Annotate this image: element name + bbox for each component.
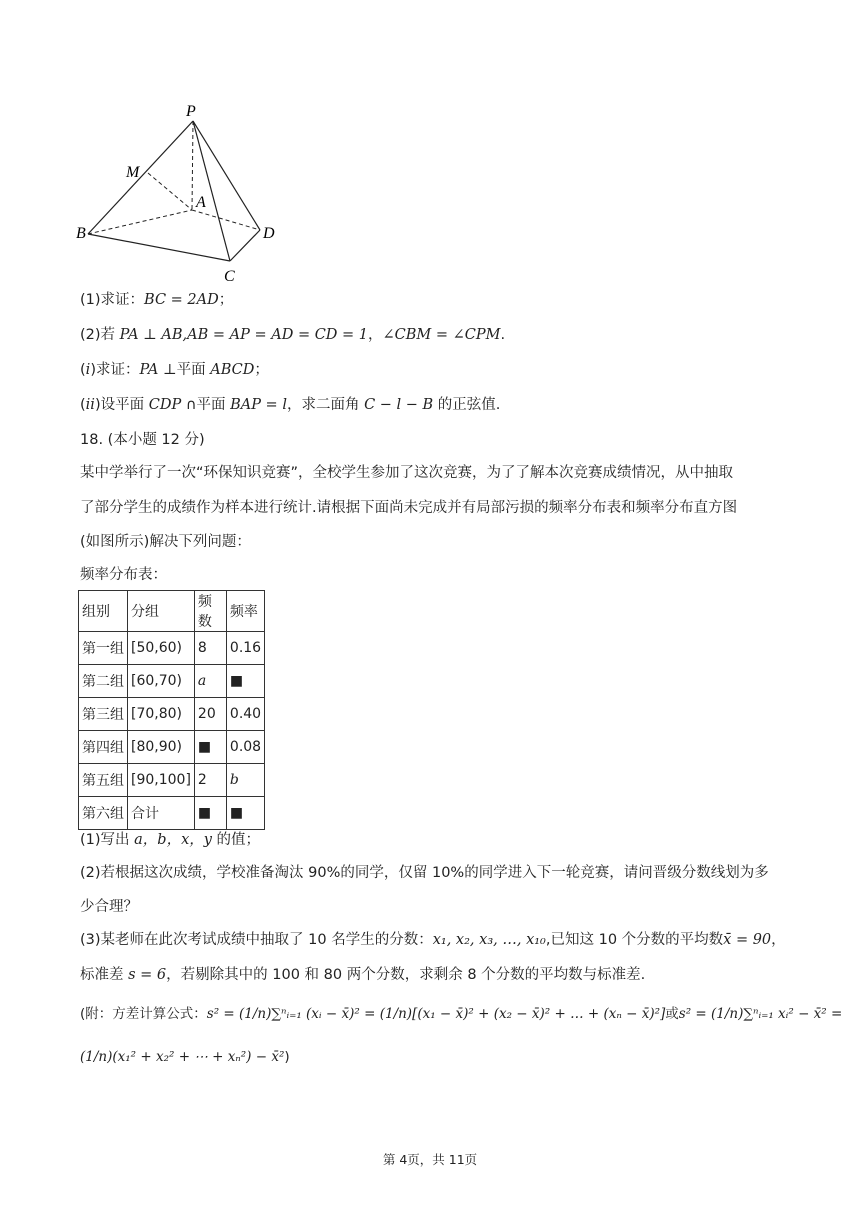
text: ， [771,932,786,948]
text: (1)求证： [80,292,145,308]
math: C − l − B [364,397,434,413]
cell-freq: 0.16 [226,632,264,665]
edge-BA [88,210,192,234]
math: x̄ = 90 [723,932,772,948]
label-D: D [263,225,275,242]
text: ，求二面角 [286,397,365,413]
label-M: M [126,164,140,181]
frequency-table [78,590,265,830]
header-cell: 组别 [79,591,128,632]
text: 平面 [176,362,211,378]
cell-range: [50,60) [128,632,195,665]
math: ∠CBM = ∠CPM [382,327,501,343]
cell-count: ■ [194,731,226,764]
math: BAP = l [230,397,287,413]
cell-freq: ■ [226,665,264,698]
header-cell: 频率 [226,591,264,632]
q17-part2 [80,325,505,345]
cell-count: 2 [194,764,226,797]
text: ( [80,362,86,378]
text: ； [218,292,234,308]
text: 平面 [196,397,231,413]
text: ， [368,327,383,343]
math: ii [85,397,95,413]
q18-part1 [80,830,260,850]
text: (2)若 [80,327,120,343]
cell-range: [90,100] [128,764,195,797]
text: 或 [665,1006,679,1022]
text: ,已知这 10 个分数的平均数 [545,932,724,948]
cell-count: a [194,665,226,698]
text: . [500,327,506,343]
cell-group: 第二组 [79,665,128,698]
text: )求证： [90,362,140,378]
cell-range: [80,90) [128,731,195,764]
header-cell: 频数 [194,591,226,632]
edge-PD [193,121,260,230]
text: ) [284,1049,290,1065]
cell-group: 第四组 [79,731,128,764]
table-header-row [79,591,265,632]
cell-freq: 0.40 [226,698,264,731]
text: (3)某老师在此次考试成绩中抽取了 10 名学生的分数： [80,932,433,948]
text: )设平面 [94,397,149,413]
cell-freq: 0.08 [226,731,264,764]
label-B: B [76,225,86,242]
math: BC = 2AD [144,292,219,308]
q18-intro-1: 某中学举行了一次“环保知识竞赛”，全校学生参加了这次竞赛，为了了解本次竞赛成绩情况，从中抽取 [80,465,734,481]
q18-part3-line1 [80,930,786,950]
table-row [79,797,265,830]
edge-PB [88,121,193,234]
edge-MA [148,173,192,210]
math: i [85,362,91,378]
math: PA ⊥ AB,AB = AP = AD = CD = 1 [119,327,369,343]
text: ( [80,397,86,413]
text: 标准差 [80,967,129,983]
edge-PA [192,121,193,210]
label-C: C [224,268,235,285]
q18-header: 18. (本小题 12 分) [80,432,205,448]
q17-part2i [80,360,269,380]
q18-part3-line2 [80,965,645,985]
edge-PC [193,121,230,261]
cell-freq: b [226,764,264,797]
cell-group: 第五组 [79,764,128,797]
cell-group: 第三组 [79,698,128,731]
text: ； [254,362,269,378]
table-row [79,731,265,764]
table-row [79,764,265,797]
table-row [79,632,265,665]
math: PA ⊥ [139,362,177,378]
cell-range: [70,80) [128,698,195,731]
math: x₁, x₂, x₃, …, x₁₀ [432,932,546,948]
label-P: P [186,103,196,120]
cell-count: 8 [194,632,226,665]
cell-count: ■ [194,797,226,830]
q18-intro-3: (如图所示)解决下列问题： [80,534,251,550]
q17-part2ii [80,395,500,415]
text: 的正弦值. [433,397,501,413]
edge-CD [230,230,260,261]
cell-range: 合计 [128,797,195,830]
math: ABCD [210,362,255,378]
q18-intro-2: 了部分学生的成绩作为样本进行统计.请根据下面尚未完成并有局部污损的频率分布表和频率分布直方图 [80,500,738,516]
math: s² = (1/n)∑ⁿᵢ₌₁ xᵢ² − x̄² = [678,1006,843,1022]
cell-freq: ■ [226,797,264,830]
math: s = 6 [128,967,167,983]
header-cell: 分组 [128,591,195,632]
table-row [79,698,265,731]
edge-BC [88,234,230,261]
table-caption: 频率分布表： [80,567,167,583]
pyramid-figure [70,98,300,288]
text: ∩ [181,397,197,413]
text: (附：方差计算公式： [80,1006,207,1022]
math: (1/n)(x₁² + x₂² + ⋯ + xₙ²) − x̄² [80,1049,285,1065]
q18-part2-line2: 少合理？ [80,899,138,915]
page-footer: 第 4页，共 11页 [382,1152,478,1167]
math: a，b，x，y [134,832,212,848]
q18-part2-line1: (2)若根据这次成绩，学校准备淘汰 90%的同学，仅留 10%的同学进入下一轮竞赛，请问晋级分数线划为多 [80,865,769,881]
text: ，若剔除其中的 100 和 80 两个分数，求剩余 8 个分数的平均数与标准差. [166,967,646,983]
text: 的值； [211,832,261,848]
text: (1)写出 [80,832,135,848]
cell-group: 第六组 [79,797,128,830]
cell-group: 第一组 [79,632,128,665]
math: CDP [148,397,182,413]
math: s² = (1/n)∑ⁿᵢ₌₁ (xᵢ − x̄)² = (1/n)[(x₁ − x̄)² + (x₂ − x̄)² + … + (xₙ − x̄)²] [206,1006,666,1022]
formula-line1 [80,1004,842,1024]
cell-count: 20 [194,698,226,731]
cell-range: [60,70) [128,665,195,698]
q17-part1 [80,290,233,310]
table-row [79,665,265,698]
formula-line2 [80,1047,290,1067]
label-A: A [196,194,206,211]
